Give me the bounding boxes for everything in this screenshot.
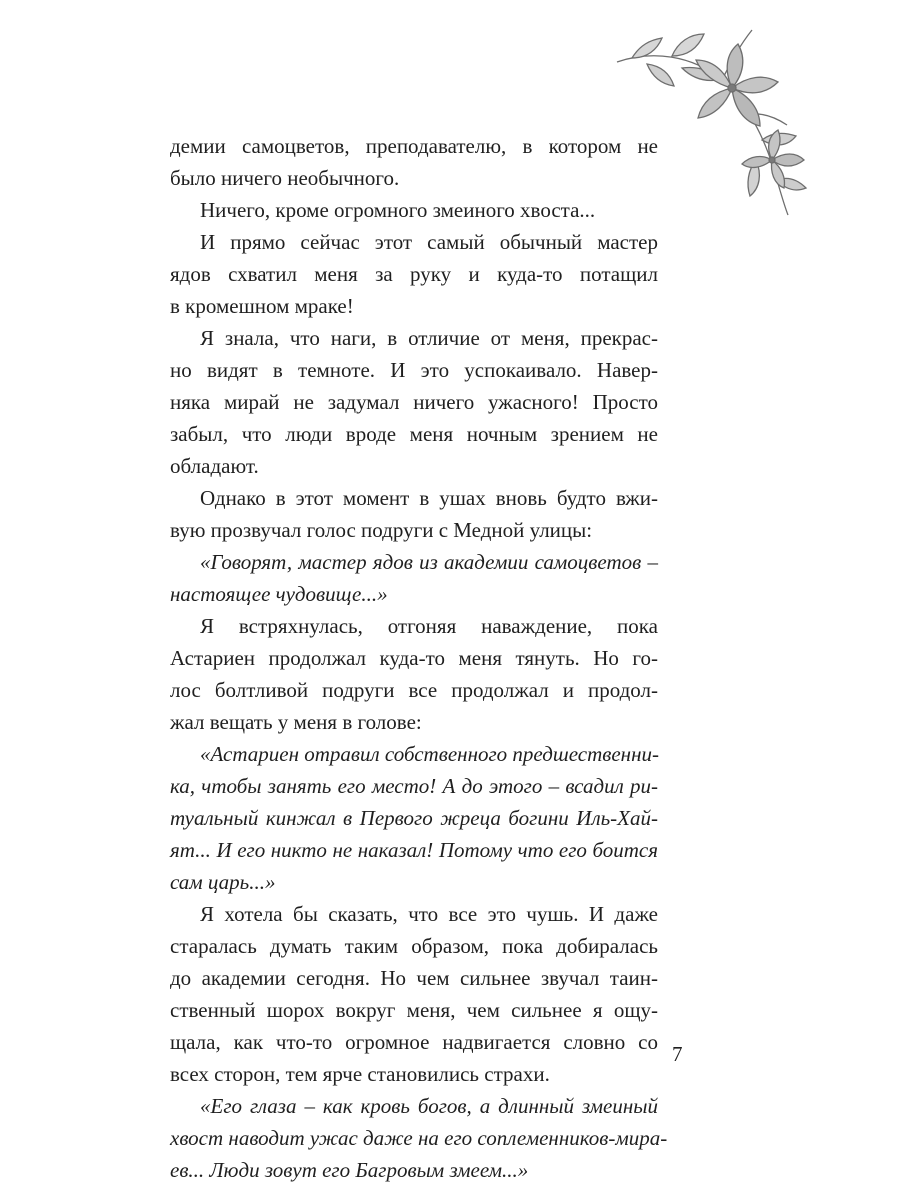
text-line: сам царь...»	[170, 870, 276, 894]
text-line: туальный кинжал в Первого жреца богини Иль-Хай-	[170, 806, 658, 830]
text-line: Я знала, что наги, в отличие от меня, прекрас-	[200, 326, 658, 350]
text-line: Ничего, кроме огромного змеиного хвоста...	[200, 198, 596, 222]
text-line: лос болтливой подруги все продолжал и продол-	[170, 678, 658, 702]
text-line: хвост наводит ужас даже на его соплеменников-мира-	[170, 1126, 668, 1150]
quote-paragraph	[170, 738, 658, 898]
text-line: жал вещать у меня в голове:	[170, 710, 422, 734]
text-line: ка, чтобы занять его место! А до этого – всадил ри-	[170, 774, 658, 798]
text-line: но видят в темноте. И это успокаивало. Навер-	[170, 358, 658, 382]
text-line: И прямо сейчас этот самый обычный мастер	[200, 230, 658, 254]
text-line: щала, как что-то огромное надвигается словно со	[170, 1030, 658, 1054]
paragraph	[170, 194, 658, 226]
text-line: Астариен продолжал куда-то меня тянуть. Но го-	[170, 646, 658, 670]
paragraph	[170, 322, 658, 482]
text-line: забыл, что люди вроде меня ночным зрением не	[170, 422, 658, 446]
page-text	[170, 130, 668, 1186]
paragraph	[170, 610, 658, 738]
text-line: «Астариен отравил собственного предшественни-	[200, 742, 660, 766]
text-line: «Его глаза – как кровь богов, а длинный змеиный	[200, 1094, 658, 1118]
text-line: вую прозвучал голос подруги с Медной улицы:	[170, 518, 593, 542]
text-line: старалась думать таким образом, пока добиралась	[170, 934, 658, 958]
paragraph	[170, 226, 658, 322]
text-line: «Говорят, мастер ядов из академии самоцветов –	[200, 550, 658, 574]
text-line: Однако в этот момент в ушах вновь будто вжи-	[200, 486, 658, 510]
paragraph	[170, 482, 658, 546]
text-line: демии самоцветов, преподавателю, в котором не	[170, 134, 658, 158]
quote-paragraph	[170, 1090, 668, 1186]
text-line: всех сторон, тем ярче становились страхи.	[170, 1062, 550, 1086]
text-line: ядов схватил меня за руку и куда-то потащил	[170, 262, 658, 286]
text-line: было ничего необычного.	[170, 166, 400, 190]
text-line: ев... Люди зовут его Багровым змеем...»	[170, 1158, 529, 1182]
text-line: Я встряхнулась, отгоняя наваждение, пока	[200, 614, 658, 638]
paragraph	[170, 130, 658, 194]
text-line: Я хотела бы сказать, что все это чушь. И даже	[200, 902, 658, 926]
text-line: настоящее чудовище...»	[170, 582, 388, 606]
text-line: ят... И его никто не наказал! Потому что его боится	[170, 838, 658, 862]
page-number: 7	[672, 1042, 683, 1066]
text-line: до академии сегодня. Но чем сильнее звучал таин-	[170, 966, 658, 990]
text-line: няка мирай не задумал ничего ужасного! Просто	[170, 390, 658, 414]
text-line: в кромешном мраке!	[170, 294, 354, 318]
text-line: обладают.	[170, 454, 259, 478]
paragraph	[170, 898, 658, 1090]
text-line: ственный шорох вокруг меня, чем сильнее я ощу-	[170, 998, 658, 1022]
quote-paragraph	[170, 546, 658, 610]
